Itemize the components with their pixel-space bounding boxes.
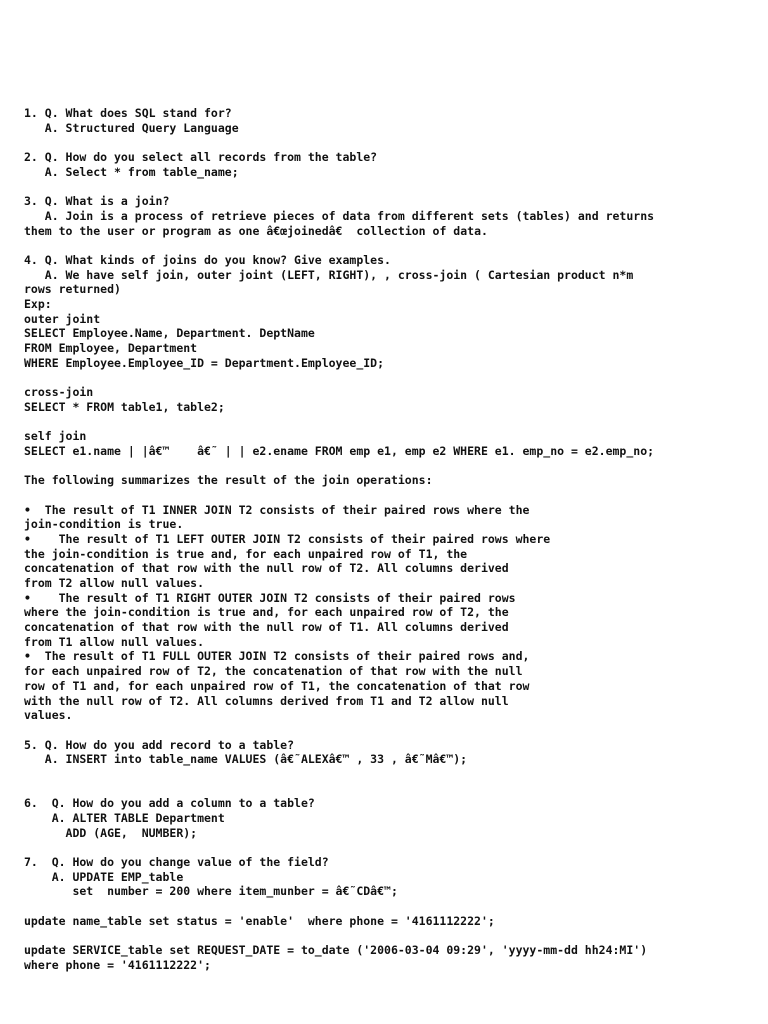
blank-line <box>24 782 754 797</box>
text-line: 1. Q. What does SQL stand for? <box>24 106 232 120</box>
text-line: The following summarizes the result of the join operations: <box>24 473 433 488</box>
text-line: join-condition is true. <box>24 517 184 532</box>
text-line: update name_table set status = 'enable' where phone = '4161112222'; <box>24 913 495 928</box>
text-line: SELECT Employee.Name, Department. DeptName <box>24 326 315 341</box>
text-line: 7. Q. How do you change value of the field? <box>24 855 329 870</box>
text-line: from T2 allow null values. <box>24 576 205 590</box>
text-line: SELECT e1.name | |â€™ â€˜ | | e2.ename FROM emp e1, emp e2 WHERE e1. emp_no = e2.emp_no; <box>24 443 655 458</box>
text-line: self join <box>24 429 87 444</box>
text-line: • The result of T1 LEFT OUTER JOIN T2 consists of their paired rows where <box>24 531 551 546</box>
blank-line <box>24 488 754 503</box>
text-line: rows returned) <box>24 282 121 297</box>
text-line: A. Structured Query Language <box>24 120 239 135</box>
text-line: A. ALTER TABLE Department <box>24 811 225 825</box>
text-line: them to the user or program as one â€œjoinedâ€ collection of data. <box>24 223 488 238</box>
blank-line <box>24 238 754 253</box>
text-line: • The result of T1 FULL OUTER JOIN T2 consists of their paired rows and, <box>24 649 530 664</box>
text-line: A. UPDATE EMP_table <box>24 869 184 884</box>
text-line: outer joint <box>24 311 101 326</box>
text-line: from T1 allow null values. <box>24 634 205 649</box>
blank-line <box>24 840 754 855</box>
text-line: with the null row of T2. All columns derived from T1 and T2 allow null <box>24 693 509 708</box>
text-line: FROM Employee, Department <box>24 341 198 355</box>
blank-line <box>24 414 754 429</box>
text-line: update SERVICE_table set REQUEST_DATE = to_date ('2006-03-04 09:29', 'yyyy-mm-dd hh24:MI') <box>24 943 648 958</box>
text-line: SELECT * FROM table1, table2; <box>24 399 225 414</box>
text-line: 2. Q. How do you select all records from the table? <box>24 150 378 165</box>
text-line: for each unpaired row of T2, the concatenation of that row with the null <box>24 664 523 679</box>
blank-line <box>24 135 754 150</box>
text-line: A. Join is a process of retrieve pieces of data from different sets (tables) and returns <box>24 208 655 223</box>
text-line: WHERE Employee.Employee_ID = Department.Employee_ID; <box>24 355 385 370</box>
text-line: • The result of T1 RIGHT OUTER JOIN T2 consists of their paired rows <box>24 590 516 605</box>
blank-line <box>24 459 754 474</box>
text-line: concatenation of that row with the null row of T1. All columns derived <box>24 620 509 635</box>
text-line: cross-join <box>24 385 94 400</box>
blank-line <box>24 899 754 914</box>
text-line: 3. Q. What is a join? <box>24 194 170 209</box>
text-line: values. <box>24 708 73 723</box>
blank-line <box>24 767 754 782</box>
text-line: where the join-condition is true and, for each unpaired row of T2, the <box>24 605 509 620</box>
blank-line <box>24 370 754 385</box>
text-line: where phone = '4161112222'; <box>24 957 211 972</box>
blank-line <box>24 929 754 944</box>
blank-line <box>24 179 754 194</box>
text-line: row of T1 and, for each unpaired row of T1, the concatenation of that row <box>24 678 530 693</box>
text-line: 6. Q. How do you add a column to a table? <box>24 796 315 811</box>
document-body <box>24 106 754 973</box>
text-line: 5. Q. How do you add record to a table? <box>24 737 295 752</box>
text-line: ADD (AGE, NUMBER); <box>24 825 198 840</box>
text-line: the join-condition is true and, for each unpaired row of T1, the <box>24 546 468 561</box>
text-line: 4. Q. What kinds of joins do you know? Give examples. <box>24 252 391 267</box>
text-line: • The result of T1 INNER JOIN T2 consists of their paired rows where the <box>24 502 530 517</box>
text-line: A. We have self join, outer joint (LEFT, RIGHT), , cross-join ( Cartesian product n*m <box>24 267 634 282</box>
text-line: concatenation of that row with the null row of T2. All columns derived <box>24 561 509 576</box>
text-line: A. Select * from table_name; <box>24 164 239 179</box>
text-line: Exp: <box>24 296 52 311</box>
text-line: set number = 200 where item_munber = â€˜CDâ€™; <box>24 884 398 899</box>
text-line: A. INSERT into table_name VALUES (â€˜ALEXâ€™ , 33 , â€˜Mâ€™); <box>24 752 468 767</box>
blank-line <box>24 723 754 738</box>
